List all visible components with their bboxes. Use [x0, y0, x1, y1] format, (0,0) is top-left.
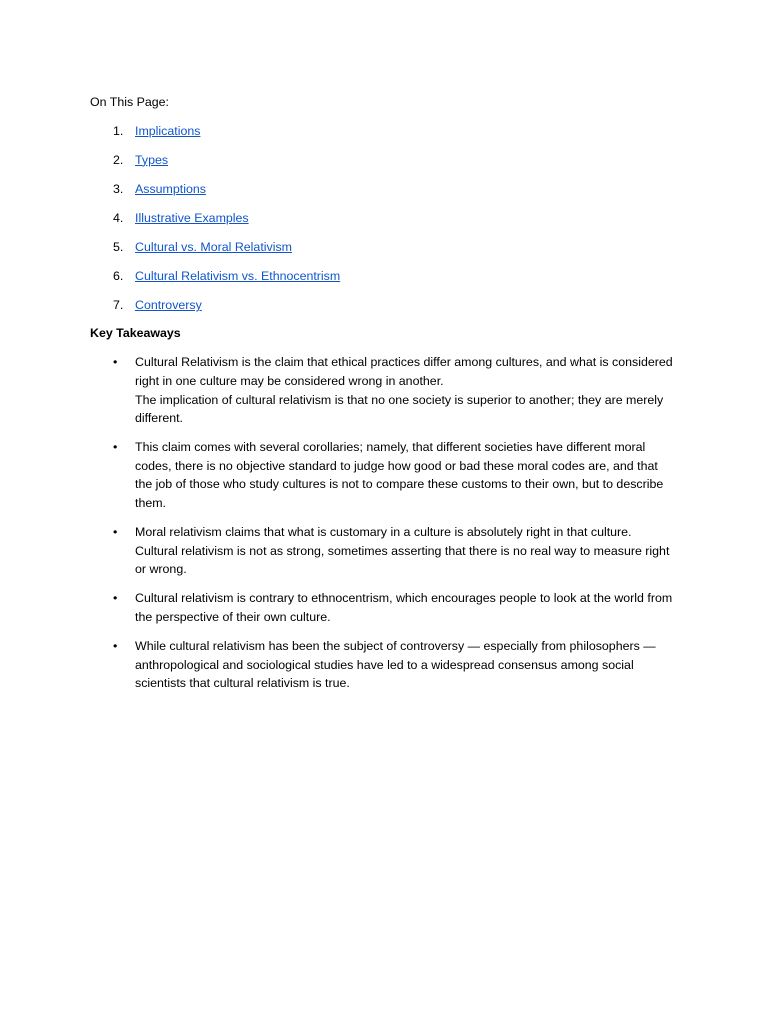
toc-heading: On This Page: — [90, 95, 169, 109]
table-of-contents — [90, 122, 674, 315]
takeaway-text-continued: The implication of cultural relativism is that no one society is superior to another; they are merely different. — [135, 392, 664, 426]
toc-item-illustrative-examples — [90, 209, 674, 228]
takeaway-text: Cultural relativism is contrary to ethnocentrism, which encourages people to look at the world from the perspective of their own culture. — [135, 591, 673, 624]
document-content — [90, 93, 674, 703]
list-item — [90, 353, 674, 427]
list-item — [90, 523, 674, 579]
bullet-marker: • — [113, 525, 118, 540]
toc-link-implications[interactable]: Implications — [135, 123, 201, 138]
toc-item-number: 4. — [113, 210, 124, 225]
takeaway-text: This claim comes with several corollaries; namely, that different societies have different moral codes, there is no objective standard to judge how good or bad these moral codes are, and that the job of those who study cultures is not to compare these customs to their own, but to describe them. — [135, 440, 664, 510]
list-item — [90, 589, 674, 626]
toc-link-cultural-vs-moral[interactable]: Cultural vs. Moral Relativism — [135, 239, 292, 254]
toc-item-cultural-vs-moral — [90, 238, 674, 257]
toc-link-assumptions[interactable]: Assumptions — [135, 181, 206, 196]
key-takeaways-list — [90, 353, 674, 693]
toc-item-number: 3. — [113, 181, 124, 196]
toc-item-controversy — [90, 296, 674, 315]
toc-link-types[interactable]: Types — [135, 152, 169, 167]
toc-item-relativism-vs-ethnocentrism — [90, 267, 674, 286]
toc-item-assumptions — [90, 180, 674, 199]
toc-link-relativism-vs-ethnocentrism[interactable]: Cultural Relativism vs. Ethnocentrism — [135, 269, 341, 284]
toc-item-number: 6. — [113, 269, 124, 284]
toc-link-illustrative-examples[interactable]: Illustrative Examples — [135, 210, 249, 225]
toc-item-number: 1. — [113, 123, 124, 138]
toc-item-number: 5. — [113, 239, 124, 254]
toc-item-number: 7. — [113, 298, 124, 313]
bullet-marker: • — [113, 440, 118, 455]
list-item — [90, 438, 674, 512]
bullet-marker: • — [113, 355, 118, 370]
takeaway-text: Cultural Relativism is the claim that ethical practices differ among cultures, and what is considered right in one culture may be considered wrong in another. — [135, 355, 673, 388]
list-item — [90, 637, 674, 693]
bullet-marker: • — [113, 639, 118, 654]
bullet-marker: • — [113, 591, 118, 606]
toc-link-controversy[interactable]: Controversy — [135, 298, 202, 313]
toc-item-number: 2. — [113, 152, 124, 167]
toc-item-implications — [90, 122, 674, 141]
toc-item-types — [90, 151, 674, 170]
takeaway-text: Moral relativism claims that what is customary in a culture is absolutely right in that culture. Cultural relativism is not as strong, sometimes asserting that there is no real way to measure right or wrong. — [135, 525, 670, 577]
key-takeaways-heading: Key Takeaways — [90, 326, 181, 341]
takeaway-text: While cultural relativism has been the subject of controversy — especially from philosophers — anthropological and sociological studies have led to a widespread consensus among social scientists that cultural relativism is true. — [135, 639, 656, 691]
